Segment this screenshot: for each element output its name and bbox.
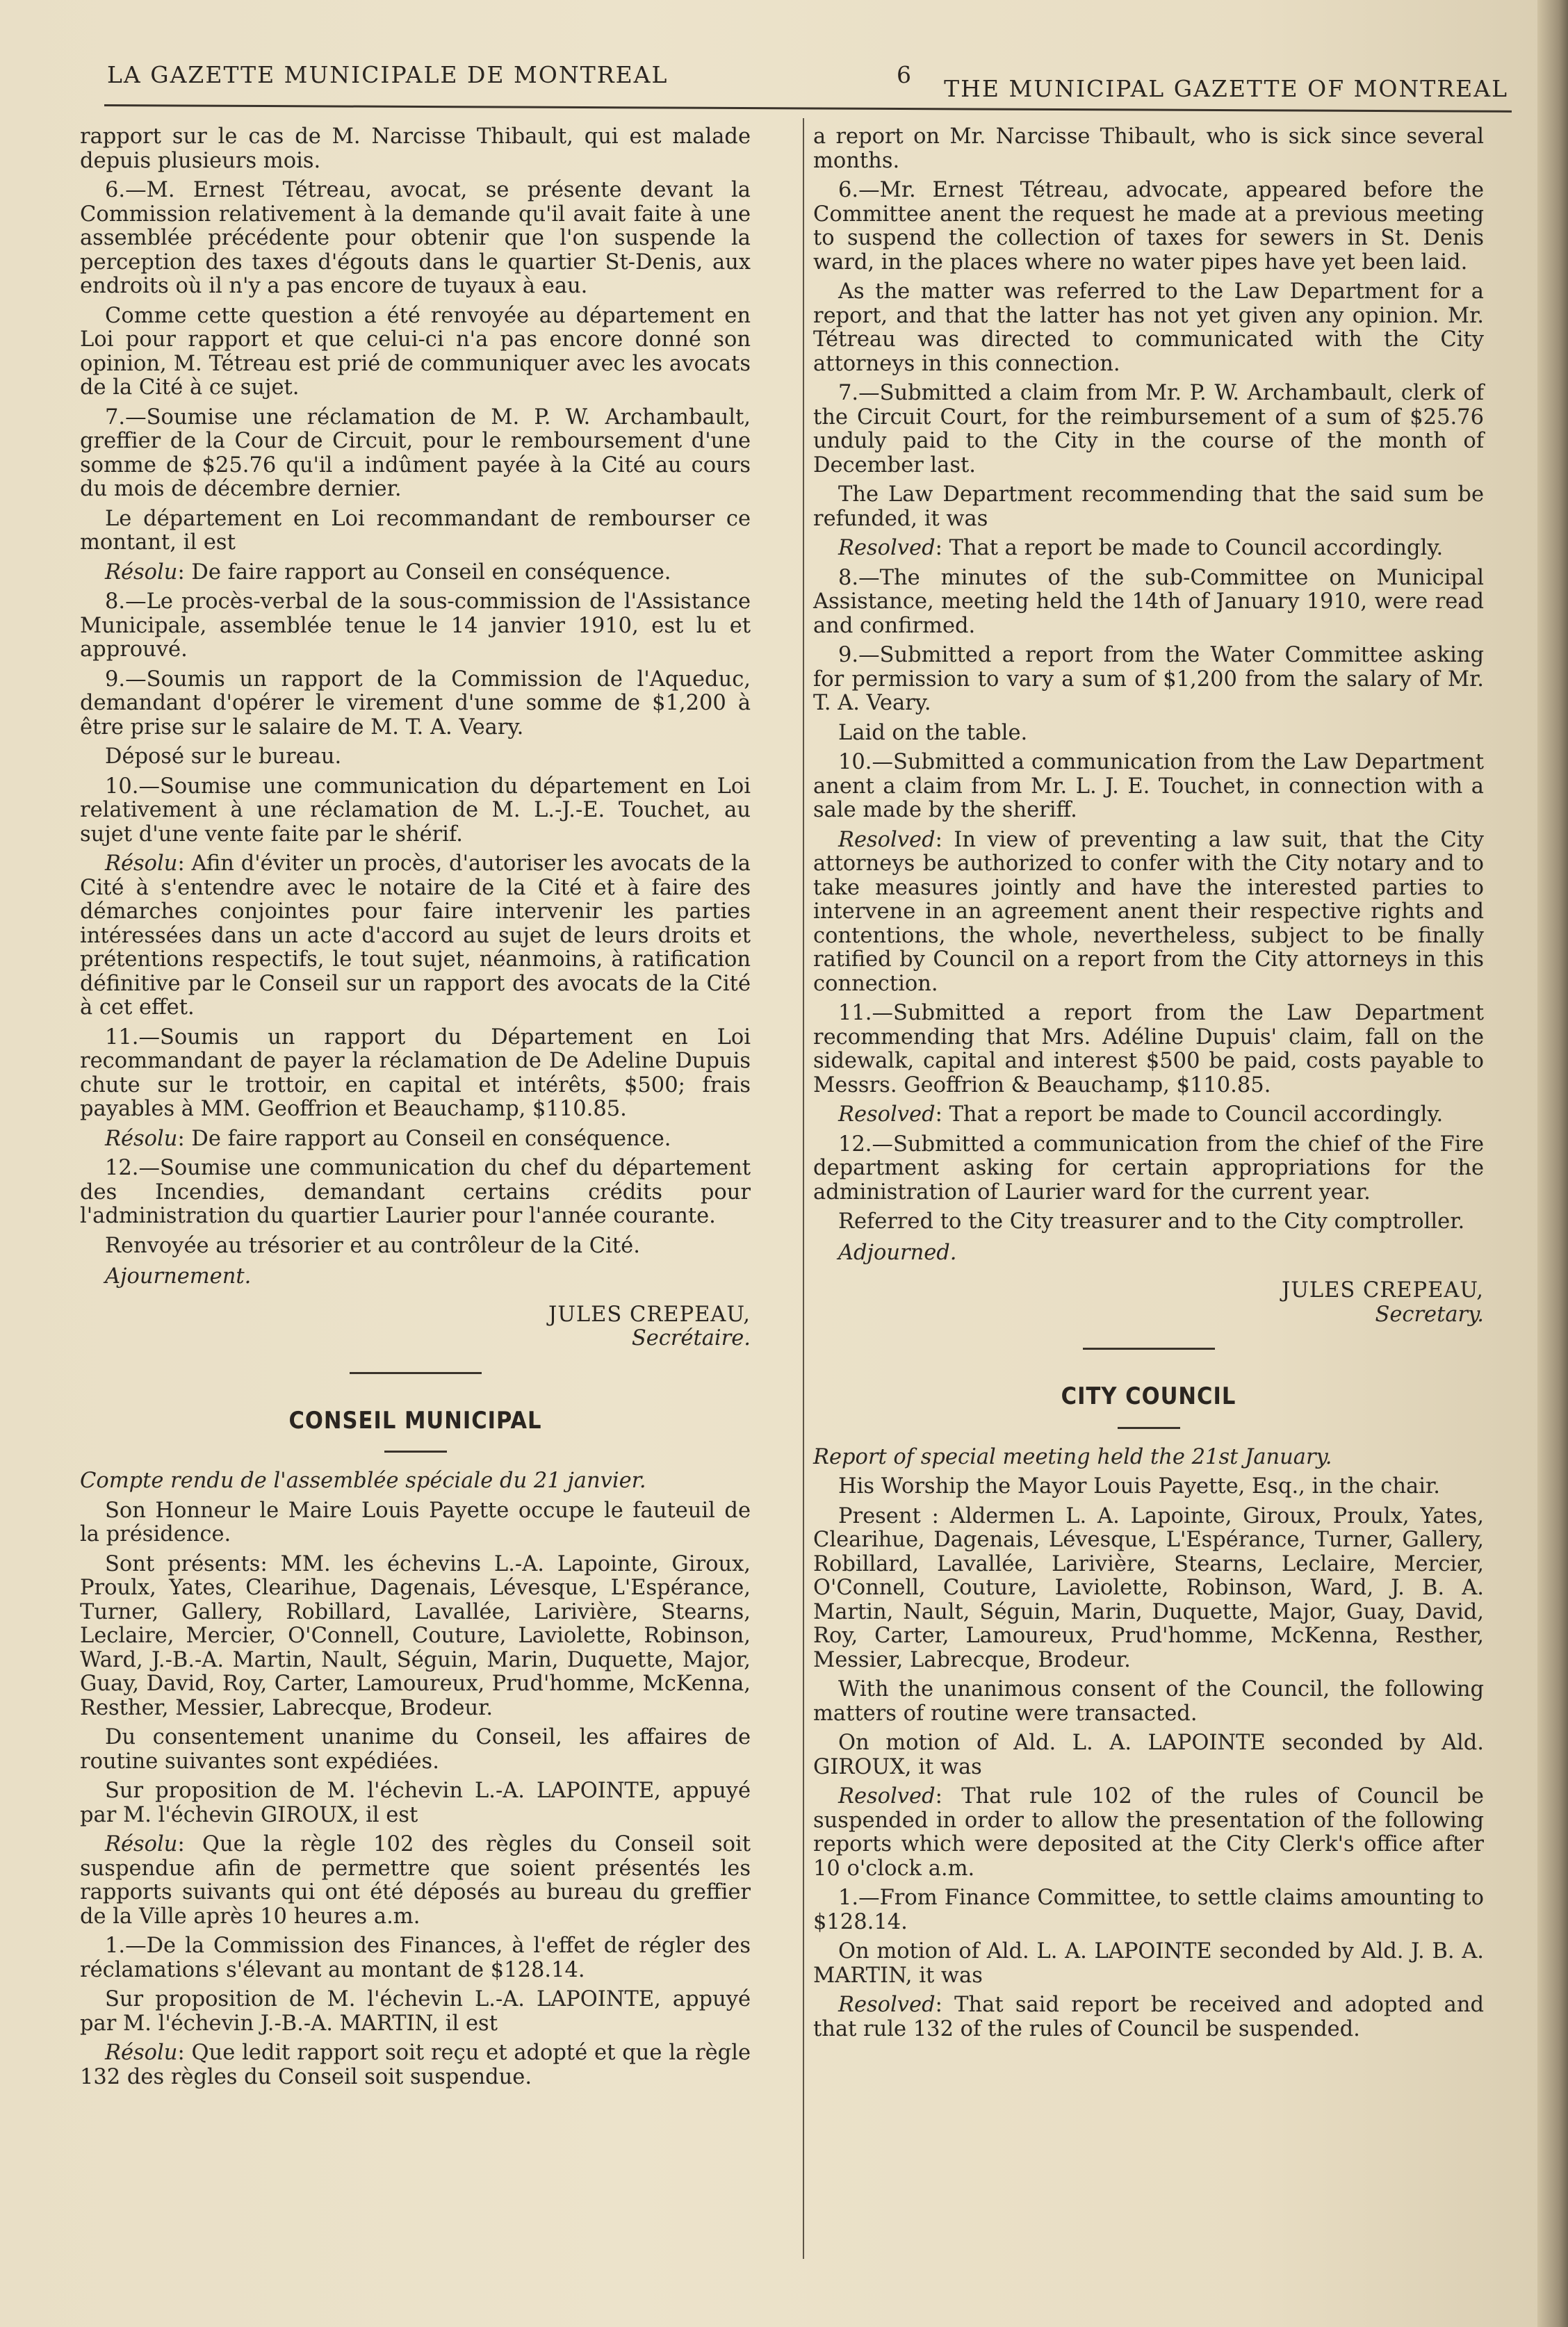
- paragraph: Laid on the table.: [838, 720, 1028, 745]
- paragraph: Renvoyée au trésorier et au contrôleur de la Cité.: [105, 1233, 640, 1258]
- paragraph: Referred to the City treasurer and to the City comptroller.: [838, 1209, 1465, 1234]
- paragraph: Sur proposition de M. l'échevin L.-A. LAPOINTE, appuyé par M. l'échevin J.-B.-A. MARTIN, il est: [80, 1987, 751, 2036]
- resolution-text: : That said report be received and adopted and that rule 132 of the rules of Council be suspended.: [813, 1993, 1484, 2041]
- adjournment: Adjourned.: [838, 1240, 957, 1265]
- resolution: [80, 2041, 751, 2089]
- resolu-label: Résolu: [105, 2041, 178, 2065]
- resolution-text: : In view of preventing a law suit, that the City attorneys be authorized to confer with the City notary and to take measures jointly and have the interested parties to intervene in an agreement anent their respective rights and contentions, the whole, nevertheless, subject to be finally ratified by Council on a report from the City attorneys in this connection.: [813, 827, 1484, 996]
- paragraph: 6.—Mr. Ernest Tétreau, advocate, appeared before the Committee anent the request he made at a previous meeting to suspend the collection of taxes for sewers in St. Denis ward, in the places where no water pipes have yet been laid.: [813, 178, 1484, 275]
- resolved-label: Resolved: [838, 536, 936, 560]
- paragraph: Du consentement unanime du Conseil, les affaires de routine suivantes sont expédiées.: [80, 1725, 751, 1774]
- resolu-label: Résolu: [105, 1832, 178, 1856]
- paragraph: 9.—Soumis un rapport de la Commission de l'Aqueduc, demandant d'opérer le virement d'une somme de $1,200 à être prise sur le salaire de M. T. A. Veary.: [80, 667, 751, 740]
- resolution: [80, 561, 751, 585]
- resolution-text: : That a report be made to Council accordingly.: [935, 536, 1444, 560]
- paragraph: Sur proposition de M. l'échevin L.-A. LAPOINTE, appuyé par M. l'échevin GIROUX, il est: [80, 1779, 751, 1827]
- page-edge-shadow: [1537, 0, 1568, 2327]
- column-divider: [803, 118, 804, 2259]
- paragraph: His Worship the Mayor Louis Payette, Esq., in the chair.: [838, 1474, 1440, 1499]
- adjournment: Ajournement.: [105, 1264, 252, 1289]
- paragraph: 10.—Submitted a communication from the Law Department anent a claim from Mr. L. J. E. Touchet, in connection with a sale made by the sheriff.: [813, 750, 1484, 822]
- resolution: [813, 1103, 1484, 1127]
- paragraph: As the matter was referred to the Law Department for a report, and that the latter has not yet given any opinion. Mr. Tétreau was directed to communicated with the City attorneys in this connection.: [813, 279, 1484, 376]
- paragraph: 10.—Soumise une communication du département en Loi relativement à une réclamation de M. L.-J.-E. Touchet, au sujet d'une vente faite par le shérif.: [80, 774, 751, 847]
- paragraph: 11.—Submitted a report from the Law Department recommending that Mrs. Adéline Dupuis' claim, fall on the sidewalk, capital and interest $500 be paid, costs payable to Messrs. Geoffrion & Beauchamp, $110.85.: [813, 1001, 1484, 1097]
- english-column: [813, 125, 1484, 2047]
- paragraph: Present : Aldermen L. A. Lapointe, Giroux, Proulx, Yates, Clearihue, Dagenais, Lévesque, L'Espérance, Turner, Gallery, Robillard, Lavallée, Larivière, Stearns, Leclaire, Mercier, O'Connell, Couture, Laviolette, Robinson, Ward, J. B. A. Martin, Nault, Séguin, Marin, Duquette, Major, Guay, David, Roy, Carter, Lamoureux, Prud'homme, McKenna, Resther, Messier, Labrecque, Brodeur.: [813, 1503, 1484, 1672]
- paragraph: 7.—Soumise une réclamation de M. P. W. Archambault, greffier de la Cour de Circuit, pour le remboursement d'une somme de $25.76 qu'il a indûment payée à la Cité au cours du mois de décembre dernier.: [80, 405, 751, 501]
- page-number: 6: [897, 61, 913, 88]
- header-french-title: LA GAZETTE MUNICIPALE DE MONTREAL: [107, 61, 669, 88]
- resolution-text: : Afin d'éviter un procès, d'autoriser les avocats de la Cité à s'entendre avec le notaire de la Cité et à faire des démarches conjointes pour faire intervenir les parties intéressées dans un acte d'accord au sujet de leurs droits et prétentions respectifs, le tout sujet, néanmoins, à ratification définitive par le Conseil sur un rapport des avocats de la Cité à cet effet.: [80, 851, 751, 1020]
- resolved-label: Resolved: [838, 1993, 936, 2017]
- paragraph: 6.—M. Ernest Tétreau, avocat, se présente devant la Commission relativement à la demande qu'il avait faite à une assemblée précédente pour obtenir que l'on suspende la perception des taxes d'égouts dans le quartier St-Denis, aux endroits où il n'y a pas encore de tuyaux à eau.: [80, 178, 751, 298]
- paragraph: On motion of Ald. L. A. LAPOINTE seconded by Ald. J. B. A. MARTIN, it was: [813, 1939, 1484, 1988]
- council-heading: CONSEIL MUNICIPAL: [288, 1406, 542, 1435]
- resolved-label: Resolved: [838, 1102, 936, 1127]
- council-subtitle: Report of special meeting held the 21st January.: [813, 1444, 1332, 1469]
- resolu-label: Résolu: [105, 1126, 178, 1151]
- section-rule: [350, 1372, 482, 1374]
- resolution-text: : That rule 102 of the rules of Council be suspended in order to allow the presentation of the following reports which were deposited at the City Clerk's office after 10 o'clock a.m.: [813, 1784, 1484, 1881]
- council-subtitle: Compte rendu de l'assemblée spéciale du 21 janvier.: [80, 1469, 646, 1493]
- heading-rule: [1118, 1427, 1180, 1429]
- paragraph: Sont présents: MM. les échevins L.-A. Lapointe, Giroux, Proulx, Yates, Clearihue, Dagenais, Lévesque, L'Espérance, Turner, Gallery, Robillard, Lavallée, Larivière, Stearns, Leclaire, Mercier, O'Connell, Couture, Laviolette, Robinson, Ward, J.-B.-A. Martin, Nault, Séguin, Marin, Duquette, Major, Guay, David, Roy, Carter, Lamoureux, Prud'homme, McKenna, Resther, Messier, Labrecque, Brodeur.: [80, 1551, 751, 1720]
- header-english-title: THE MUNICIPAL GAZETTE OF MONTREAL: [944, 75, 1508, 102]
- council-heading: CITY COUNCIL: [1061, 1382, 1236, 1410]
- resolution-text: : That a report be made to Council accordingly.: [935, 1102, 1444, 1127]
- heading-rule: [384, 1451, 447, 1453]
- resolu-label: Résolu: [105, 560, 178, 585]
- resolution-text: : De faire rapport au Conseil en conséquence.: [177, 1126, 671, 1151]
- paragraph: 8.—The minutes of the sub-Committee on Municipal Assistance, meeting held the 14th of January 1910, were read and confirmed.: [813, 565, 1484, 638]
- paragraph: With the unanimous consent of the Council, the following matters of routine were transacted.: [813, 1677, 1484, 1726]
- resolution: [813, 1785, 1484, 1881]
- paragraph: Le département en Loi recommandant de rembourser ce montant, il est: [80, 506, 751, 555]
- resolution-text: : Que ledit rapport soit reçu et adopté et que la règle 132 des règles du Conseil soit suspendue.: [80, 2041, 751, 2089]
- paragraph: Comme cette question a été renvoyée au département en Loi pour rapport et que celui-ci n'a pas encore donné son opinion, M. Tétreau est prié de communiquer avec les avocats de la Cité à ce sujet.: [80, 303, 751, 400]
- paragraph: 12.—Submitted a communication from the chief of the Fire department asking for certain appropriations for the administration of Laurier ward for the current year.: [813, 1132, 1484, 1205]
- paragraph: 1.—De la Commission des Finances, à l'effet de régler des réclamations s'élevant au montant de $128.14.: [80, 1934, 751, 1982]
- paragraph: 9.—Submitted a report from the Water Committee asking for permission to vary a sum of $1,200 from the salary of Mr. T. A. Veary.: [813, 643, 1484, 715]
- paragraph: 1.—From Finance Committee, to settle claims amounting to $128.14.: [813, 1886, 1484, 1934]
- signature: JULES CREPEAU,: [548, 1302, 751, 1327]
- resolution-text: : De faire rapport au Conseil en conséquence.: [177, 560, 671, 585]
- french-column: [80, 125, 751, 2095]
- resolution-text: : Que la règle 102 des règles du Conseil soit suspendue afin de permettre que soient présentés les rapports suivants qui ont été déposés au bureau du greffier de la Ville après 10 heures a.m.: [80, 1832, 751, 1929]
- resolution: [80, 1127, 751, 1152]
- paragraph: rapport sur le cas de M. Narcisse Thibault, qui est malade depuis plusieurs mois.: [80, 124, 751, 173]
- resolution: [813, 828, 1484, 997]
- signature-role: Secretary.: [1375, 1302, 1484, 1327]
- resolution: [80, 852, 751, 1020]
- signature-role: Secrétaire.: [631, 1326, 751, 1350]
- resolu-label: Résolu: [105, 851, 178, 876]
- paragraph: Son Honneur le Maire Louis Payette occupe le fauteuil de la présidence.: [80, 1498, 751, 1546]
- paragraph: 12.—Soumise une communication du chef du département des Incendies, demandant certains crédits pour l'administration du quartier Laurier pour l'année courante.: [80, 1156, 751, 1228]
- resolved-label: Resolved: [838, 1784, 936, 1808]
- paragraph: Déposé sur le bureau.: [105, 744, 342, 769]
- paragraph: 11.—Soumis un rapport du Département en Loi recommandant de payer la réclamation de De Adeline Dupuis chute sur le trottoir, en capital et intérêts, $500; frais payables à MM. Geoffrion et Beauchamp, $110.85.: [80, 1024, 751, 1121]
- signature: JULES CREPEAU,: [1281, 1278, 1484, 1303]
- resolution: [80, 1833, 751, 1929]
- page-header: [104, 61, 1508, 110]
- resolution: [813, 537, 1484, 561]
- paragraph: a report on Mr. Narcisse Thibault, who is sick since several months.: [813, 124, 1484, 173]
- section-rule: [1083, 1348, 1215, 1350]
- paragraph: The Law Department recommending that the said sum be refunded, it was: [813, 482, 1484, 531]
- paragraph: 7.—Submitted a claim from Mr. P. W. Archambault, clerk of the Circuit Court, for the reimbursement of a sum of $25.76 unduly paid to the City in the course of the month of December last.: [813, 381, 1484, 477]
- paragraph: On motion of Ald. L. A. LAPOINTE seconded by Ald. GIROUX, it was: [813, 1731, 1484, 1779]
- paragraph: 8.—Le procès-verbal de la sous-commission de l'Assistance Municipale, assemblée tenue le 14 janvier 1910, est lu et approuvé.: [80, 589, 751, 662]
- resolution: [813, 1993, 1484, 2041]
- resolved-label: Resolved: [838, 827, 936, 852]
